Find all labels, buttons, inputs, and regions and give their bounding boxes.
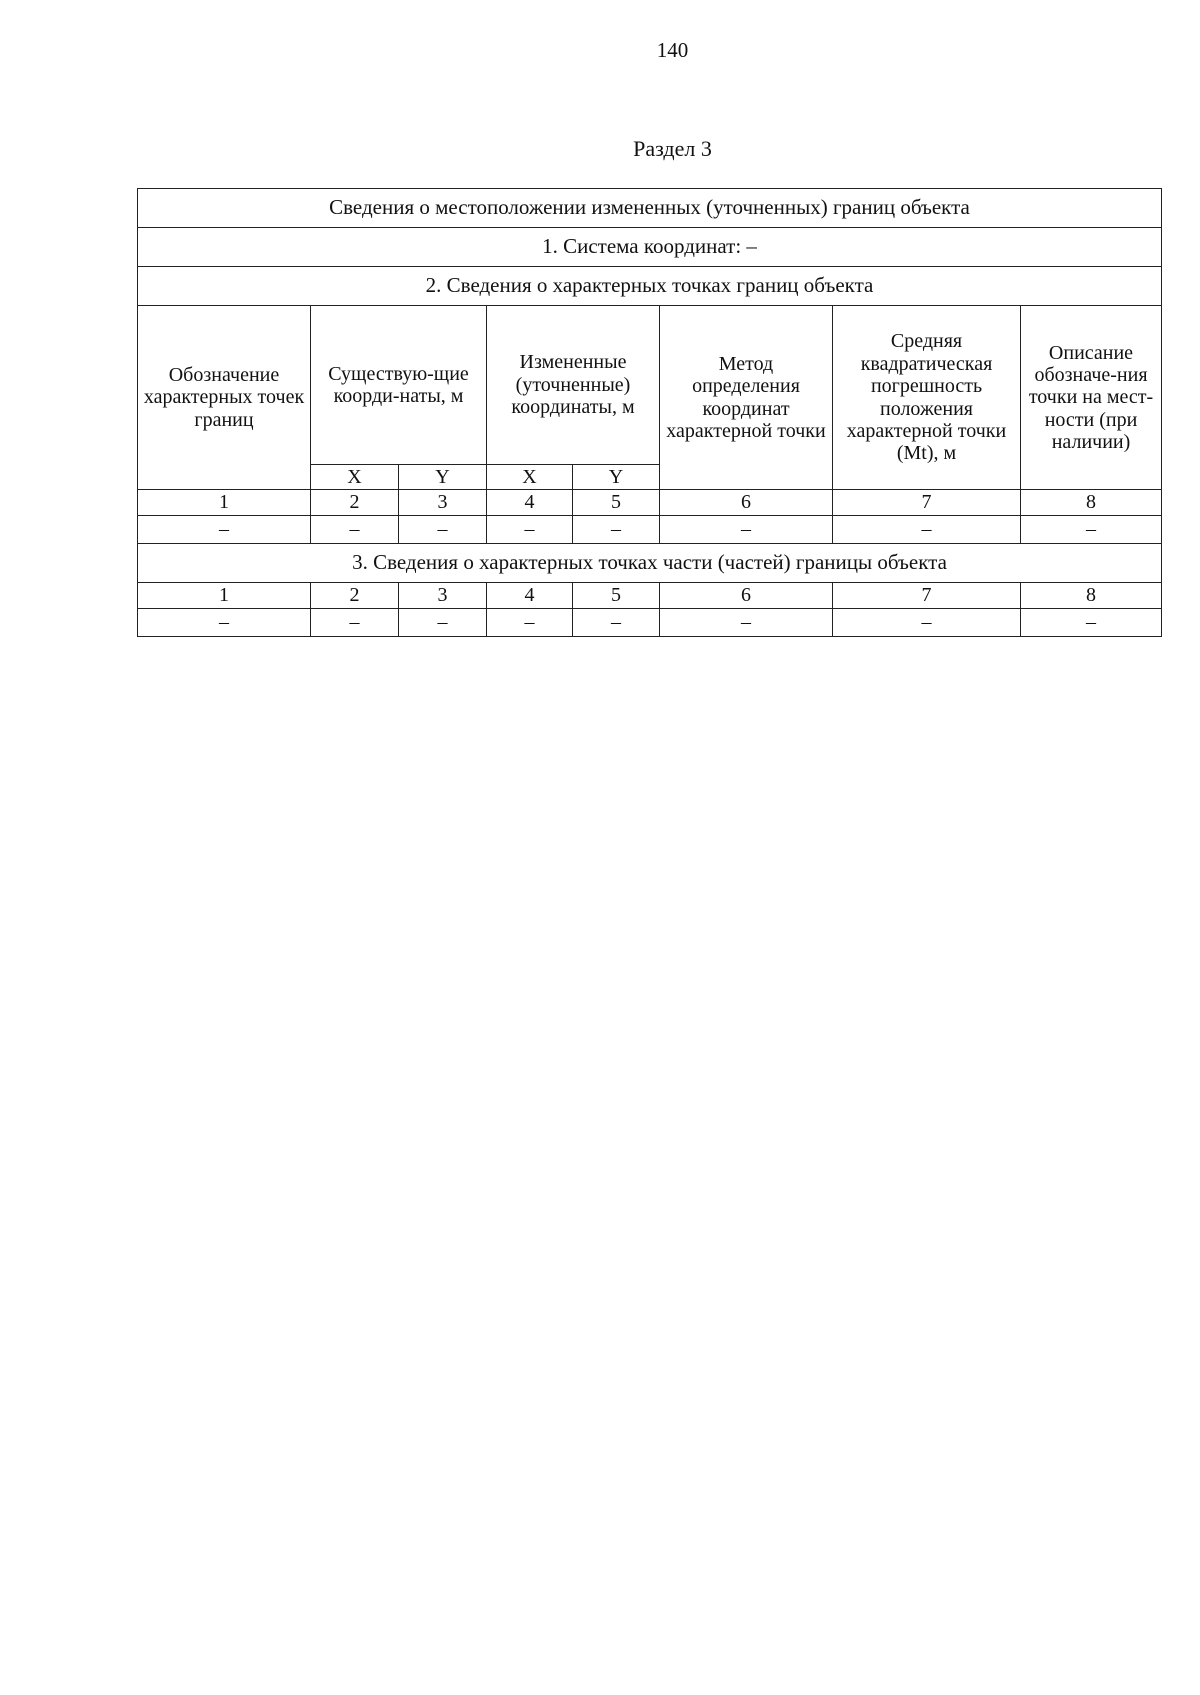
boundary-part-points-heading: 3. Сведения о характерных точках части (частей) границы объекта [138, 544, 1162, 583]
header-point-designation: Обозначение характерных точек границ [138, 306, 311, 490]
table-cell: – [311, 609, 399, 637]
coordinate-system-row: 1. Система координат: – [138, 228, 1162, 267]
table-cell: – [833, 609, 1021, 637]
table-cell: – [660, 516, 833, 544]
table-cell: – [138, 609, 311, 637]
table-cell: – [833, 516, 1021, 544]
column-number-row [138, 583, 1162, 609]
table-cell: – [1021, 609, 1162, 637]
table-cell: – [573, 609, 660, 637]
boundary-points-heading: 2. Сведения о характерных точках границ объекта [138, 267, 1162, 306]
section-title: Раздел 3 [633, 136, 712, 161]
header-changed-coords: Измененные (уточненные) координаты, м [487, 306, 660, 465]
column-number: 8 [1021, 583, 1162, 609]
header-method: Метод определения координат характерной точки [660, 306, 833, 490]
table-cell: – [487, 516, 573, 544]
column-number: 2 [311, 490, 399, 516]
column-number: 7 [833, 490, 1021, 516]
table-cell: – [138, 516, 311, 544]
table-cell: – [399, 516, 487, 544]
header-x-changed: X [487, 465, 573, 490]
column-number: 3 [399, 583, 487, 609]
column-number: 4 [487, 583, 573, 609]
column-number: 5 [573, 490, 660, 516]
table-title: Сведения о местоположении измененных (уточненных) границ объекта [138, 189, 1162, 228]
header-y-existing: Y [399, 465, 487, 490]
column-number: 4 [487, 490, 573, 516]
column-number: 1 [138, 490, 311, 516]
table-cell: – [660, 609, 833, 637]
column-number: 5 [573, 583, 660, 609]
header-y-changed: Y [573, 465, 660, 490]
table-cell: – [573, 516, 660, 544]
column-number: 1 [138, 583, 311, 609]
table-cell: – [399, 609, 487, 637]
header-existing-coords: Существую-щие коорди-наты, м [311, 306, 487, 465]
page-number: 140 [656, 38, 689, 62]
column-number: 7 [833, 583, 1021, 609]
column-number: 2 [311, 583, 399, 609]
column-number: 6 [660, 490, 833, 516]
table-row [138, 516, 1162, 544]
column-number-row [138, 490, 1162, 516]
boundary-table [137, 188, 1162, 637]
header-description: Описание обозначе-ния точки на мест-ности (при наличии) [1021, 306, 1162, 490]
table-cell: – [1021, 516, 1162, 544]
header-x-existing: X [311, 465, 399, 490]
column-number: 8 [1021, 490, 1162, 516]
column-number: 6 [660, 583, 833, 609]
table-row [138, 609, 1162, 637]
table-cell: – [311, 516, 399, 544]
header-error: Средняя квадратическая погрешность положения характерной точки (Mt), м [833, 306, 1021, 490]
table-cell: – [487, 609, 573, 637]
column-number: 3 [399, 490, 487, 516]
